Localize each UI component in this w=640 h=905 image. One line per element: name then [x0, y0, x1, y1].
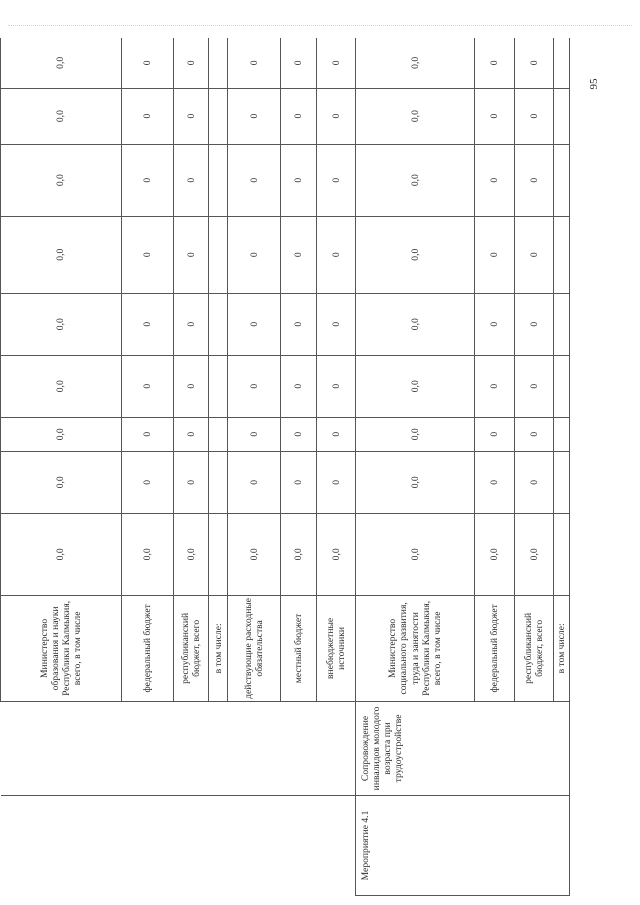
source-label-cell: действующие расходные обязательства: [228, 595, 281, 701]
amount-cell: 0: [317, 355, 356, 417]
amount-cell: 0,0: [356, 513, 474, 595]
amount-cell: 0: [474, 417, 514, 451]
amount-cell: 0,0: [356, 144, 474, 216]
amount-cell: 0,0: [356, 293, 474, 355]
amount-cell: 0,0: [1, 216, 122, 293]
amount-cell: 0,0: [121, 513, 174, 595]
amount-cell: [209, 513, 228, 595]
amount-cell: 0: [514, 144, 553, 216]
source-label-cell: республиканский бюджет, всего: [174, 595, 209, 701]
amount-cell: 0,0: [356, 451, 474, 513]
amount-cell: 0: [514, 88, 553, 144]
source-label-cell: местный бюджет: [281, 595, 317, 701]
source-label-cell: федеральный бюджет: [121, 595, 174, 701]
amount-cell: 0: [228, 38, 281, 88]
amount-cell: 0,0: [1, 355, 122, 417]
amount-cell: 0: [317, 293, 356, 355]
amount-cell: 0: [174, 355, 209, 417]
amount-cell: [209, 144, 228, 216]
amount-cell: 0: [474, 451, 514, 513]
top-dotted-line: [8, 25, 632, 26]
amount-cell: [554, 513, 570, 595]
amount-cell: 0: [514, 417, 553, 451]
amount-cell: 0,0: [1, 513, 122, 595]
amount-cell: [209, 417, 228, 451]
amount-cell: 0: [121, 451, 174, 513]
amount-cell: 0: [174, 144, 209, 216]
amount-cell: [209, 355, 228, 417]
amount-cell: 0: [317, 144, 356, 216]
funding-table: [0, 38, 570, 896]
amount-cell: 0: [228, 451, 281, 513]
amount-cell: 0: [228, 355, 281, 417]
amount-cell: [209, 88, 228, 144]
amount-cell: 0: [317, 417, 356, 451]
amount-cell: 0,0: [317, 513, 356, 595]
amount-cell: 0: [121, 355, 174, 417]
amount-cell: 0: [228, 216, 281, 293]
amount-cell: 0,0: [174, 513, 209, 595]
amount-cell: 0: [474, 38, 514, 88]
amount-cell: 0: [474, 88, 514, 144]
amount-cell: [554, 293, 570, 355]
amount-cell: 0: [174, 38, 209, 88]
amount-cell: [554, 38, 570, 88]
measure-code-cell: [1, 795, 356, 895]
source-label-cell: федеральный бюджет: [474, 595, 514, 701]
amount-cell: 0: [228, 293, 281, 355]
amount-cell: 0: [121, 144, 174, 216]
amount-cell: 0: [281, 355, 317, 417]
amount-cell: 0: [317, 88, 356, 144]
amount-cell: 0: [121, 88, 174, 144]
amount-cell: 0: [281, 216, 317, 293]
amount-cell: 0: [174, 216, 209, 293]
table-row: [1, 38, 122, 896]
amount-cell: 0,0: [1, 417, 122, 451]
page-number: 95: [588, 78, 600, 90]
amount-cell: 0: [281, 88, 317, 144]
amount-cell: 0,0: [356, 88, 474, 144]
table-rotator: [0, 38, 570, 896]
amount-cell: [209, 216, 228, 293]
amount-cell: 0,0: [1, 293, 122, 355]
amount-cell: 0: [514, 293, 553, 355]
amount-cell: 0: [474, 144, 514, 216]
source-label-cell: внебюджетные источники: [317, 595, 356, 701]
amount-cell: 0,0: [356, 417, 474, 451]
table-row: [356, 38, 474, 896]
amount-cell: 0: [281, 417, 317, 451]
amount-cell: [554, 216, 570, 293]
source-label-cell: в том числе:: [554, 595, 570, 701]
amount-cell: [209, 451, 228, 513]
amount-cell: 0,0: [514, 513, 553, 595]
amount-cell: [554, 144, 570, 216]
amount-cell: 0: [121, 216, 174, 293]
measure-code-cell: Мероприятие 4.1: [356, 795, 570, 895]
amount-cell: 0: [121, 417, 174, 451]
amount-cell: 0: [281, 451, 317, 513]
amount-cell: 0: [514, 355, 553, 417]
amount-cell: [554, 355, 570, 417]
amount-cell: 0: [121, 38, 174, 88]
amount-cell: 0: [174, 417, 209, 451]
amount-cell: 0: [281, 293, 317, 355]
amount-cell: 0: [228, 88, 281, 144]
source-label-cell: Министерство социального развития, труда и занятости Республики Калмыкия, всего, в том числе: [356, 595, 474, 701]
amount-cell: 0,0: [356, 355, 474, 417]
amount-cell: [209, 293, 228, 355]
amount-cell: [554, 417, 570, 451]
amount-cell: 0,0: [281, 513, 317, 595]
source-label-cell: республиканский бюджет, всего: [514, 595, 553, 701]
measure-name-cell: Сопровождение инвалидов молодого возраста при трудоустройстве: [356, 701, 570, 795]
source-label-cell: Министерство образования и науки Республики Калмыкия, всего, в том числе: [1, 595, 122, 701]
amount-cell: 0: [121, 293, 174, 355]
amount-cell: 0: [228, 417, 281, 451]
amount-cell: 0,0: [1, 38, 122, 88]
amount-cell: 0: [174, 451, 209, 513]
amount-cell: 0: [514, 216, 553, 293]
amount-cell: 0,0: [474, 513, 514, 595]
funding-grid: [0, 38, 570, 896]
amount-cell: 0,0: [1, 451, 122, 513]
amount-cell: 0,0: [1, 88, 122, 144]
amount-cell: 0,0: [356, 216, 474, 293]
amount-cell: 0: [228, 144, 281, 216]
amount-cell: 0: [317, 216, 356, 293]
amount-cell: 0: [174, 293, 209, 355]
amount-cell: 0,0: [228, 513, 281, 595]
amount-cell: [554, 88, 570, 144]
amount-cell: 0: [281, 144, 317, 216]
amount-cell: 0,0: [356, 38, 474, 88]
amount-cell: 0: [514, 38, 553, 88]
amount-cell: 0: [514, 451, 553, 513]
amount-cell: 0: [317, 38, 356, 88]
amount-cell: 0: [474, 293, 514, 355]
measure-name-cell: [1, 701, 356, 795]
amount-cell: 0: [174, 88, 209, 144]
source-label-cell: в том числе:: [209, 595, 228, 701]
amount-cell: 0: [474, 216, 514, 293]
amount-cell: [554, 451, 570, 513]
amount-cell: 0: [317, 451, 356, 513]
amount-cell: 0,0: [1, 144, 122, 216]
amount-cell: 0: [281, 38, 317, 88]
amount-cell: 0: [474, 355, 514, 417]
amount-cell: [209, 38, 228, 88]
